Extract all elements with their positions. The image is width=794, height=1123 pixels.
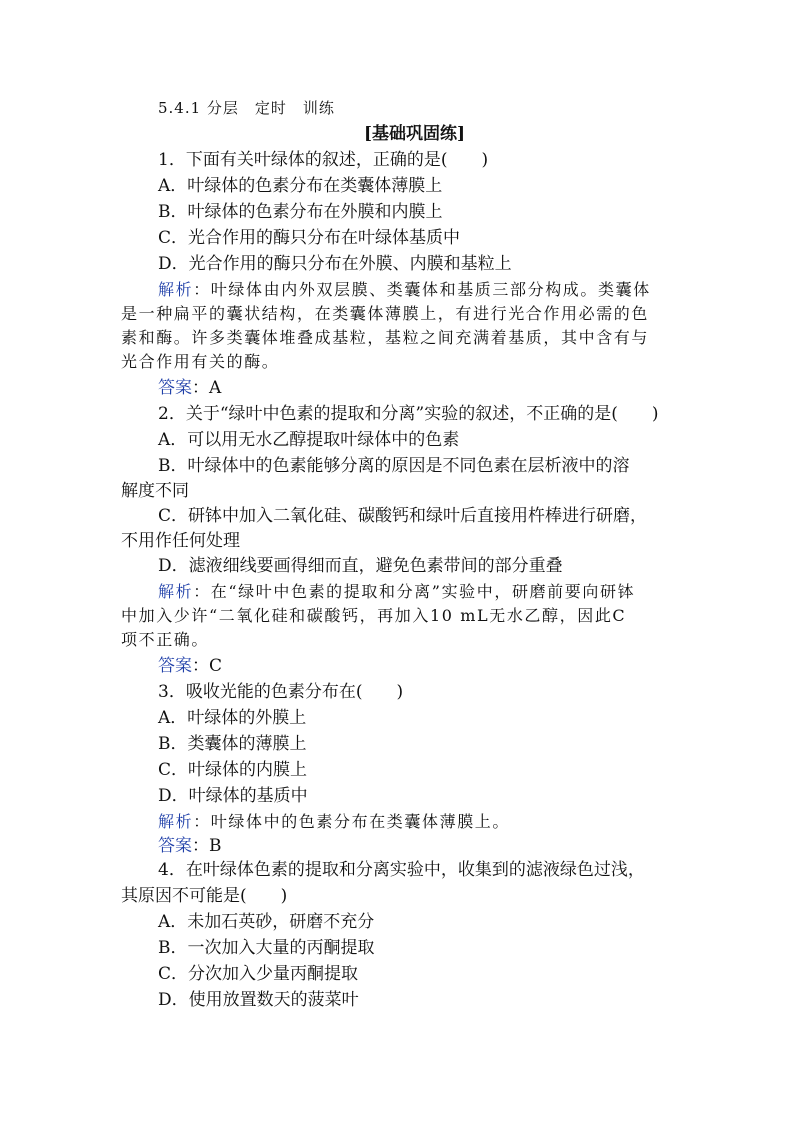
question-4-stem: 4．在叶绿体色素的提取和分离实验中，收集到的滤液绿色过浅， [158,860,645,880]
question-1-option-b: B．叶绿体的色素分布在外膜和内膜上 [158,202,443,222]
question-3-stem: 3．吸收光能的色素分布在( ) [158,682,404,702]
question-3-analysis-line: 解析：叶绿体中的色素分布在类囊体薄膜上。 [158,812,511,831]
question-1-option-a: A．叶绿体的色素分布在类囊体薄膜上 [158,176,443,196]
question-1-option-d: D．光合作用的酶只分布在外膜、内膜和基粒上 [158,254,512,274]
question-3-option-a: A．叶绿体的外膜上 [158,708,307,728]
page-title: 5.4.1 分层 定时 训练 [158,99,335,117]
question-2-option-a: A．可以用无水乙醇提取叶绿体中的色素 [158,430,460,450]
question-4-stem-cont: 其原因不可能是( ) [121,886,288,906]
question-2-answer: 答案：C [158,656,223,676]
question-1-analysis-line: 解析：叶绿体由内外双层膜、类囊体和基质三部分构成。类囊体 [158,280,651,299]
question-2-option-b-cont: 解度不同 [121,481,189,501]
question-4-option-c: C．分次加入少量丙酮提取 [158,964,359,984]
question-3-option-c: C．叶绿体的内膜上 [158,760,308,780]
answer-label: 答案 [158,656,192,676]
analysis-label: 解析 [158,812,194,831]
question-2-analysis-line: 项不正确。 [121,630,210,649]
question-1-analysis-line: 是一种扁平的囊状结构，在类囊体薄膜上，有进行光合作用必需的色 [121,304,650,323]
analysis-label: 解析 [158,280,194,299]
section-heading: [基础巩固练] [364,124,466,144]
question-2-analysis-line: 解析：在“绿叶中色素的提取和分离”实验中，研磨前要向研钵 [158,582,636,601]
question-3-answer: 答案：B [158,836,222,856]
answer-label: 答案 [158,378,192,398]
question-1-stem: 1．下面有关叶绿体的叙述，正确的是( ) [158,150,489,170]
analysis-label: 解析 [158,582,194,601]
question-1-analysis-line: 素和酶。许多类囊体堆叠成基粒，基粒之间充满着基质，其中含有与 [121,328,650,347]
question-3-option-d: D．叶绿体的基质中 [158,786,308,806]
question-3-option-b: B．类囊体的薄膜上 [158,734,307,754]
question-1-option-c: C．光合作用的酶只分布在叶绿体基质中 [158,228,461,248]
question-2-option-b: B．叶绿体中的色素能够分离的原因是不同色素在层析液中的溶 [158,456,630,476]
question-4-option-d: D．使用放置数天的菠菜叶 [158,990,359,1010]
question-1-analysis-line: 光合作用有关的酶。 [121,352,280,371]
question-2-option-c: C．研钵中加入二氧化硅、碳酸钙和绿叶后直接用杵棒进行研磨， [158,506,648,526]
question-4-option-a: A．未加石英砂，研磨不充分 [158,912,375,932]
question-1-answer: 答案：A [158,378,222,398]
question-4-option-b: B．一次加入大量的丙酮提取 [158,938,375,958]
question-2-stem: 2．关于“绿叶中色素的提取和分离”实验的叙述，不正确的是( ) [158,404,659,424]
answer-label: 答案 [158,836,192,856]
question-2-analysis-line: 中加入少许“二氧化硅和碳酸钙，再加入10 mL无水乙醇，因此C [121,606,627,625]
question-2-option-d: D．滤液细线要画得细而直，避免色素带间的部分重叠 [158,556,563,576]
question-2-option-c-cont: 不用作任何处理 [121,531,240,551]
